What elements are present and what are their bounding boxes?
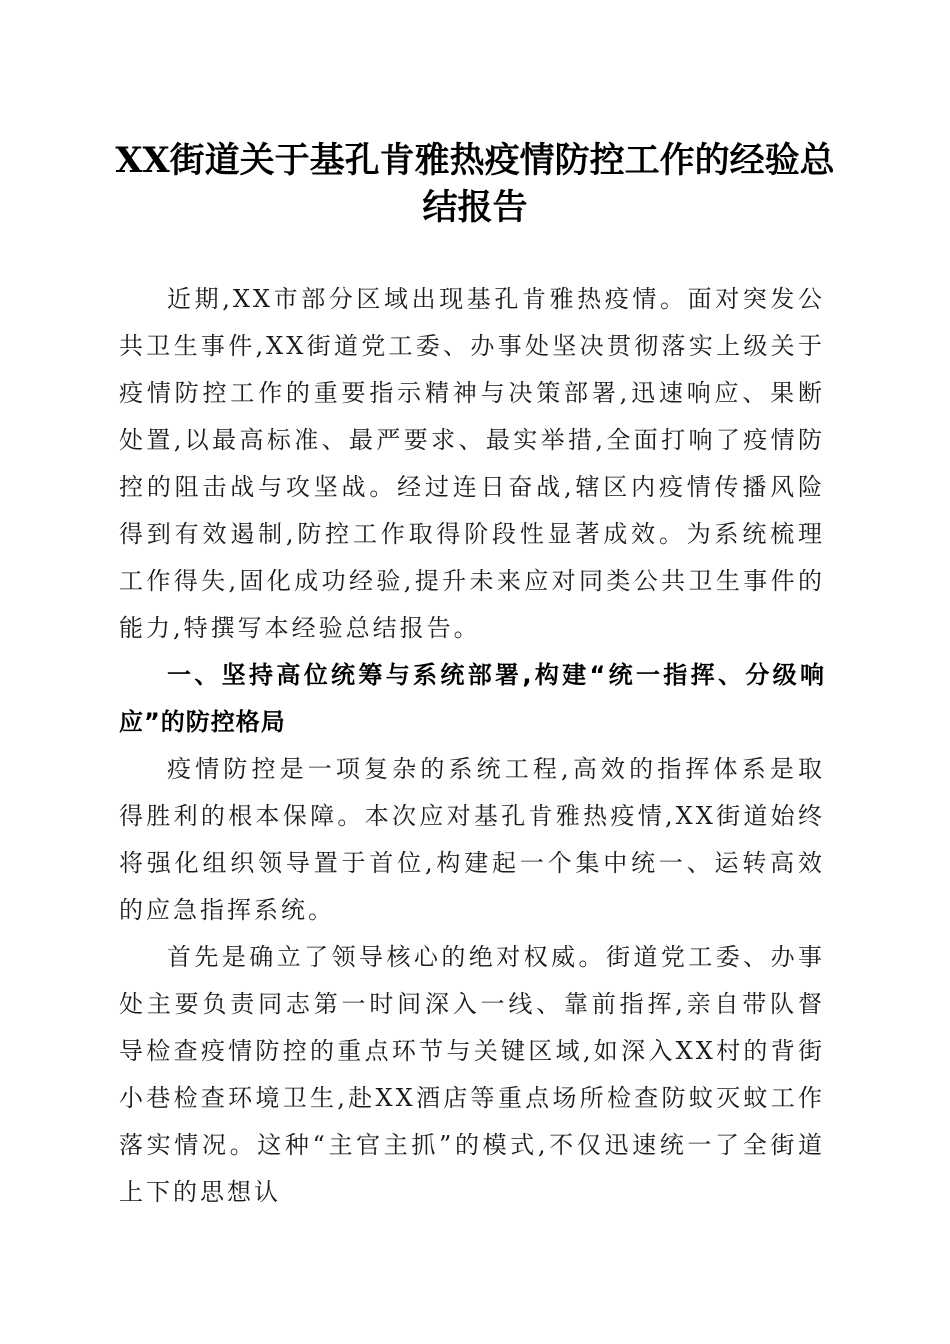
section-heading-1: 一、坚持高位统筹与系统部署,构建“统一指挥、分级响应”的防控格局 [119, 661, 825, 736]
paragraph-section-1-point-1: 首先是确立了领导核心的绝对权威。街道党工委、办事处主要负责同志第一时间深入一线、靠前指挥,亲自带队督导检查疫情防控的重点环节与关键区域,如深入XX村的背街小巷检查环境卫生,赴XX酒店等重点场所检查防蚊灭蚊工作落实情况。这种“主官主抓”的模式,不仅迅速统一了全街道上下的思想认 [119, 943, 825, 1206]
paragraph-intro: 近期,XX市部分区域出现基孔肯雅热疫情。面对突发公共卫生事件,XX街道党工委、办事处坚决贯彻落实上级关于疫情防控工作的重要指示精神与决策部署,迅速响应、果断处置,以最高标准、最严要求、最实举措,全面打响了疫情防控的阻击战与攻坚战。经过连日奋战,辖区内疫情传播风险得到有效遏制,防控工作取得阶段性显著成效。为系统梳理工作得失,固化成功经验,提升未来应对同类公共卫生事件的能力,特撰写本经验总结报告。 [119, 285, 825, 642]
document-body [119, 276, 825, 1216]
paragraph-section-1-intro: 疫情防控是一项复杂的系统工程,高效的指挥体系是取得胜利的根本保障。本次应对基孔肯雅热疫情,XX街道始终将强化组织领导置于首位,构建起一个集中统一、运转高效的应急指挥系统。 [119, 755, 825, 924]
document-title: XX街道关于基孔肯雅热疫情防控工作的经验总结报告 [115, 140, 835, 228]
